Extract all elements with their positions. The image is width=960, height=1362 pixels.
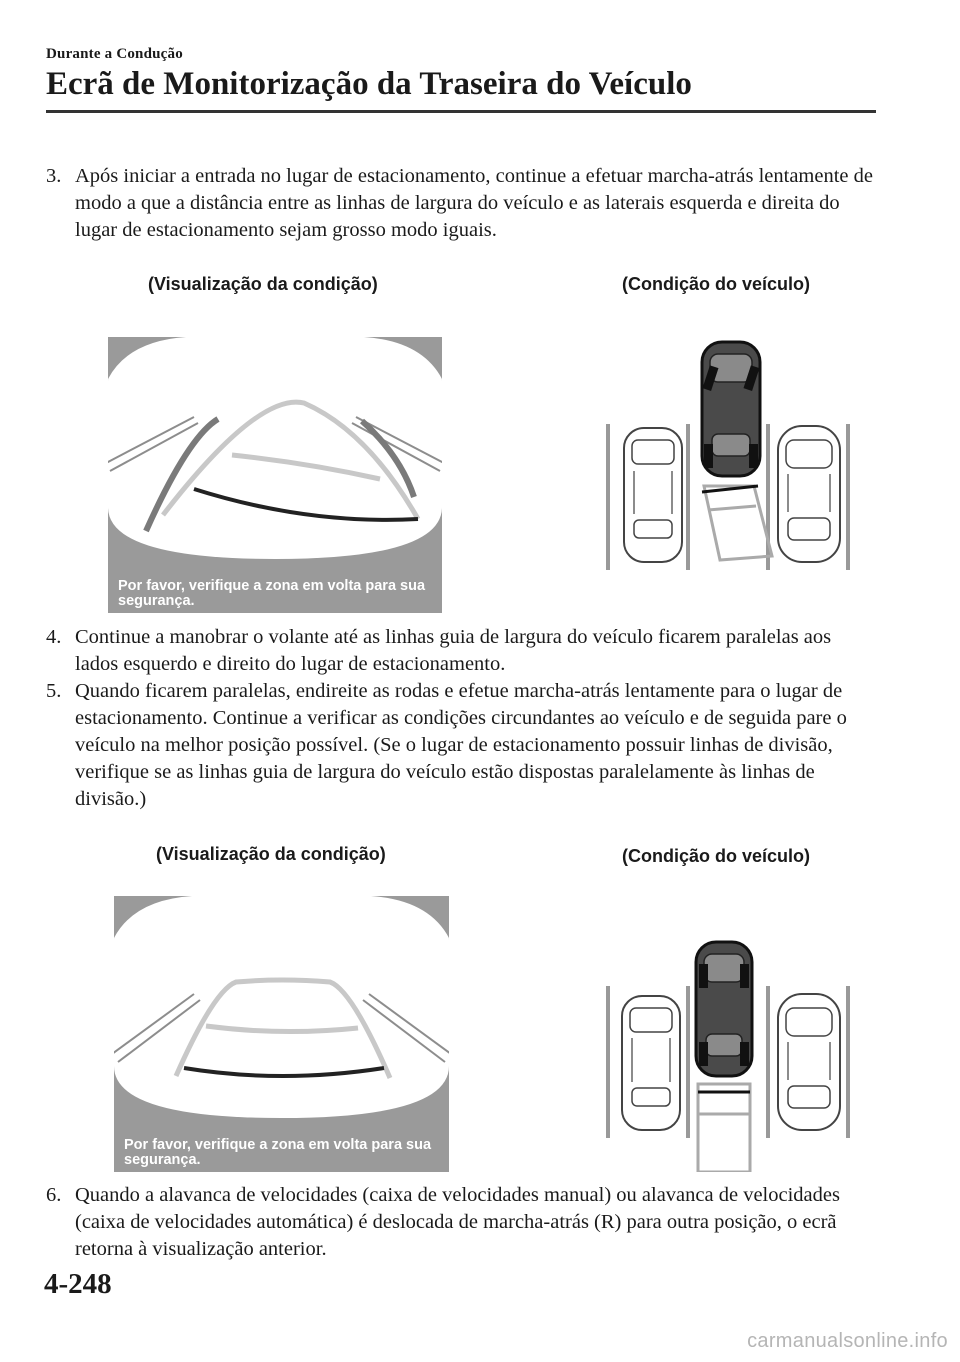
step-5 bbox=[46, 678, 876, 813]
screen-warning: Por favor, verifique a zona em volta para sua segurança. bbox=[118, 578, 426, 609]
parking-top-view bbox=[604, 336, 862, 570]
rear-camera-display-graphic bbox=[108, 337, 442, 613]
screen-warning: Por favor, verifique a zona em volta para sua segurança. bbox=[124, 1137, 432, 1168]
step-text: Quando ficarem paralelas, endireite as rodas e efetue marcha-atrás lentamente para o lugar de estacionamento. Continue a verificar as condições circundantes ao veículo e de seguida pare o veículo na melhor posição possível. (Se o lugar de estacionamento possuir linhas de divisão, verifique se as linhas guia de largura do veículo estão dispostas paralelamente às linhas de divisão.) bbox=[75, 680, 847, 810]
rear-camera-display-graphic bbox=[114, 896, 449, 1172]
step-number: 6. bbox=[46, 1184, 62, 1206]
step-text: Quando a alavanca de velocidades (caixa de velocidades manual) ou alavanca de velocidades (caixa de velocidades automática) é deslocada de marcha-atrás (R) para outra posição, o ecrã retorna à visualização anterior. bbox=[75, 1184, 840, 1260]
vehicle-condition-diagram bbox=[604, 336, 862, 570]
rear-camera-display bbox=[114, 896, 449, 1172]
step-text: Continue a manobrar o volante até as linhas guia de largura do veículo ficarem paralelas aos lados esquerdo e direito do lugar de estacionamento. bbox=[75, 626, 832, 675]
parked-car-left bbox=[622, 996, 680, 1130]
vehicle-caption: (Condição do veículo) bbox=[622, 846, 811, 866]
title-rule bbox=[46, 110, 876, 113]
vehicle-condition-diagram bbox=[604, 938, 862, 1172]
section-label: Durante a Condução bbox=[46, 46, 183, 62]
step-number: 3. bbox=[46, 165, 62, 187]
parking-top-view bbox=[604, 938, 862, 1172]
reversing-car bbox=[702, 342, 760, 476]
rear-camera-display bbox=[108, 337, 442, 613]
page-title: Ecrã de Monitorização da Traseira do Veículo bbox=[46, 66, 692, 102]
parked-car-right bbox=[778, 426, 840, 562]
step-4 bbox=[46, 624, 876, 678]
display-caption: (Visualização da condição) bbox=[156, 844, 386, 864]
display-caption: (Visualização da condição) bbox=[148, 274, 378, 294]
step-3 bbox=[46, 163, 876, 244]
reversing-car bbox=[696, 942, 752, 1076]
step-number: 4. bbox=[46, 626, 62, 648]
vehicle-caption: (Condição do veículo) bbox=[622, 274, 811, 294]
step-text: Após iniciar a entrada no lugar de estacionamento, continue a efetuar marcha-atrás lentamente de modo a que a distância entre as linhas de largura do veículo e as laterais esquerda e direita do lugar de estacionamento sejam grosso modo iguais. bbox=[75, 165, 873, 241]
page-number: 4-248 bbox=[44, 1268, 112, 1300]
watermark: carmanualsonline.info bbox=[747, 1330, 948, 1352]
parked-car-left bbox=[624, 428, 682, 562]
parked-car-right bbox=[778, 994, 840, 1130]
step-6 bbox=[46, 1182, 876, 1263]
step-number: 5. bbox=[46, 680, 62, 702]
